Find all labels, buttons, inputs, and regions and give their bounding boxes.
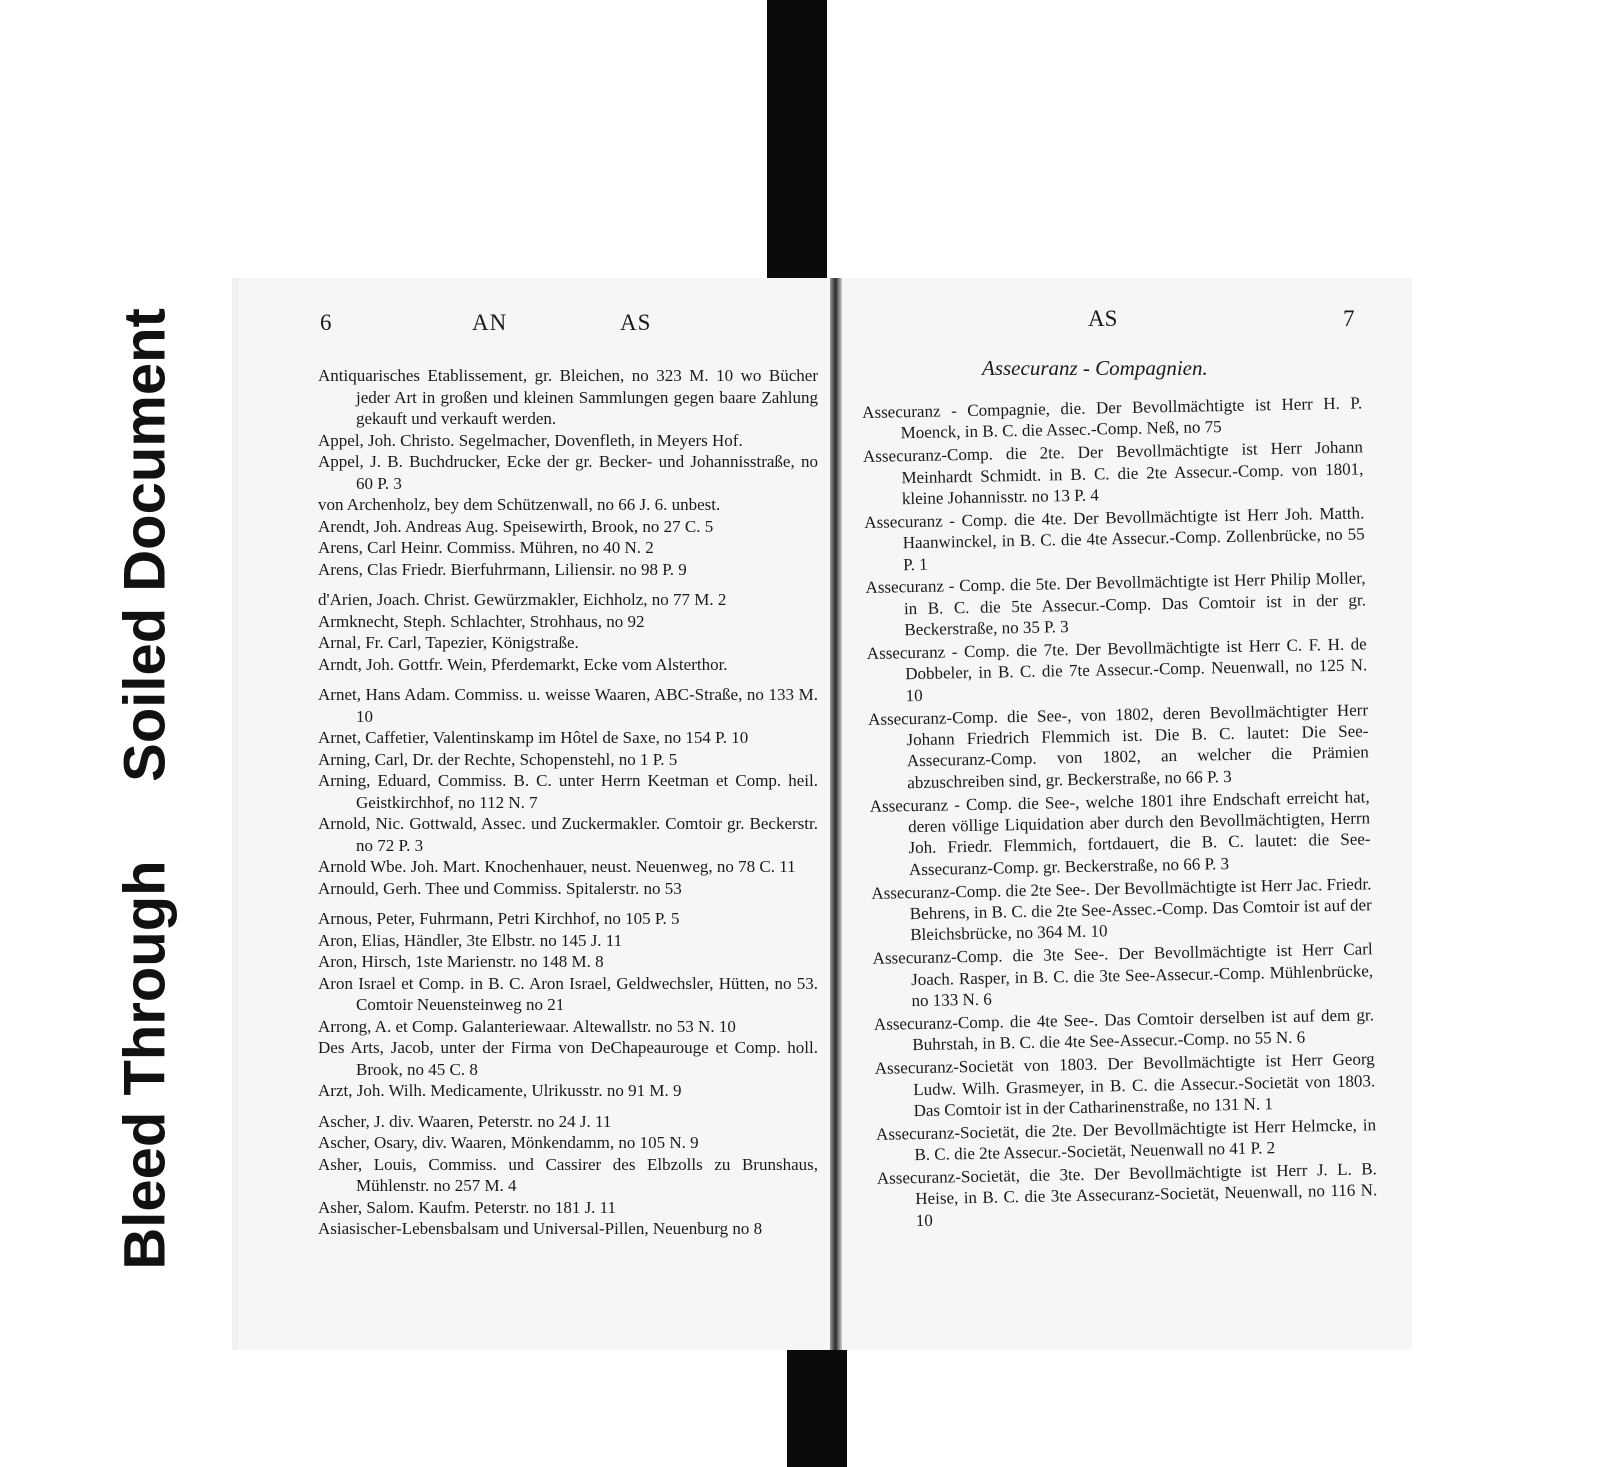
left-header-an: AN [472,310,508,335]
right-header-as: AS [1088,306,1118,331]
section-title: Assecuranz - Compagnien. [982,356,1208,380]
directory-entry: Assecuranz - Compagnie, die. Der Bevollmächtigte ist Herr H. P. Moenck, in B. C. die Assec.-Comp. Neß, no 75 [862,393,1363,443]
directory-entry: Arnould, Gerh. Thee und Commiss. Spitalerstr. no 53 [318,878,682,898]
directory-entry: Ascher, Osary, div. Waaren, Mönkendamm, no 105 N. 9 [318,1133,699,1152]
directory-entry: Assecuranz-Comp. die See-, von 1802, deren Bevollmächtigter Herr Johann Friedrich Flemmich ist. Die B. C. lautet: Die See-Assecuranz-Comp. von 1802, an welcher die Prämien abzuschreiben sind, gr. Beckerstraße, no 66 P. 3 [867,699,1370,793]
left-entry-list [318,365,818,1240]
directory-entry: Assecuranz-Comp. die 2te See-. Der Bevollmächtigte ist Herr Jac. Friedr. Behrens, in B. C. die 2te See-Assec.-Comp. Das Comtoir ist auf der Bleichsbrücke, no 364 M. 10 [871,873,1372,945]
directory-entry: Assecuranz - Comp. die 5te. Der Bevollmächtigte ist Herr Philip Moller, in B. C. die 5te Assecur.-Comp. Das Comtoir ist in der gr. Beckerstraße, no 35 P. 3 [865,568,1367,640]
directory-entry: Aron, Hirsch, 1ste Marienstr. no 148 M. 8 [318,952,604,971]
directory-entry: Arnold Wbe. Joh. Mart. Knochenhauer, neust. Neuenweg, no 78 C. 11 [318,857,796,876]
directory-entry: Asher, Salom. Kaufm. Peterstr. no 181 J. 11 [318,1197,617,1217]
stamp-label-soiled-document: Soiled Document [112,308,178,782]
directory-entry: Arens, Carl Heinr. Commiss. Mühren, no 40 N. 2 [318,538,654,557]
left-page-number: 6 [320,310,332,335]
book-gutter [830,278,842,1350]
directory-entry: Arendt, Joh. Andreas Aug. Speisewirth, Brook, no 27 C. 5 [318,516,714,536]
directory-entry: Assecuranz-Societät, die 2te. Der Bevollmächtigte ist Herr Helmcke, in B. C. die 2te Assecur.-Societät, Neuenwall no 41 P. 2 [875,1114,1377,1165]
scan-clip-top [767,0,827,283]
directory-entry: Arrong, A. et Comp. Galanteriewaar. Altewallstr. no 53 N. 10 [318,1016,736,1036]
right-entry-list [862,392,1378,1233]
directory-entry: Antiquarisches Etablissement, gr. Bleichen, no 323 M. 10 wo Bücher jeder Art in großen und kleinen Sammlungen gegen baare Zahlung gekauft und verkauft werden. [318,366,818,428]
directory-entry: Assecuranz-Societät, die 3te. Der Bevollmächtigte ist Herr J. L. B. Heise, in B. C. die 3te Assecuranz-Societät, Neuenwall, no 116 N. 10 [876,1159,1378,1230]
directory-entry: Arnous, Peter, Fuhrmann, Petri Kirchhof, no 105 P. 5 [318,909,680,928]
directory-entry: Assecuranz-Comp. die 4te See-. Das Comtoir derselben ist auf dem gr. Buhrstah, in B. C. die 4te See-Assecur.-Comp. no 55 N. 6 [873,1005,1375,1055]
directory-entry: Arnold, Nic. Gottwald, Assec. und Zuckermakler. Comtoir gr. Beckerstr. no 72 P. 3 [318,814,818,855]
stamp-label-bleed-through: Bleed Through [112,860,178,1270]
directory-entry: Arzt, Joh. Wilh. Medicamente, Ulrikusstr. no 91 M. 9 [318,1081,682,1100]
directory-entry: Arnet, Hans Adam. Commiss. u. weisse Waaren, ABC-Straße, no 133 M. 10 [318,685,818,726]
left-header-as: AS [620,310,652,335]
right-page-number: 7 [1343,306,1355,331]
scan-clip-bottom [787,1345,847,1467]
directory-entry: d'Arien, Joach. Christ. Gewürzmakler, Eichholz, no 77 M. 2 [318,590,727,609]
directory-entry: Assecuranz-Comp. die 2te. Der Bevollmächtigte ist Herr Johann Meinhardt Schmidt. in B. C. die 2te Assecur.-Comp. von 1801, kleine Johannisstr. no 13 P. 4 [862,437,1364,509]
directory-entry: Aron, Elias, Händler, 3te Elbstr. no 145 J. 11 [318,930,623,950]
directory-entry: Arens, Clas Friedr. Bierfuhrmann, Liliensir. no 98 P. 9 [318,559,687,579]
directory-entry: Appel, Joh. Christo. Segelmacher, Dovenfleth, in Meyers Hof. [318,430,743,450]
directory-entry: Appel, J. B. Buchdrucker, Ecke der gr. Becker- und Johannisstraße, no 60 P. 3 [318,452,818,493]
directory-entry: Ascher, J. div. Waaren, Peterstr. no 24 J. 11 [318,1111,612,1131]
directory-entry: Arnet, Caffetier, Valentinskamp im Hôtel de Saxe, no 154 P. 10 [318,728,749,747]
directory-entry: Assecuranz - Comp. die See-, welche 1801 ihre Endschaft erreicht hat, deren völlige Liquidation aber durch den Bevollmächtigten, Herrn Joh. Friedr. Flemmich, fortdauert, die B. C. lautet: die See-Assecuranz-Comp. gr. Beckerstraße, no 66 P. 3 [869,786,1371,880]
directory-entry: Assecuranz - Comp. die 4te. Der Bevollmächtigte ist Herr Joh. Matth. Haanwinckel, in B. C. die 4te Assecur.-Comp. Zollenbrücke, no 55 P. 1 [864,503,1365,574]
directory-entry: Assecuranz-Societät von 1803. Der Bevollmächtigte ist Herr Georg Ludw. Wilh. Grasmeyer, in B. C. die Assecur.-Societät von 1803. Das Comtoir ist in der Catharinenstraße, no 131 N. 1 [874,1049,1376,1121]
directory-entry: Arning, Carl, Dr. der Rechte, Schopenstehl, no 1 P. 5 [318,749,678,769]
directory-entry: Asiasischer-Lebensbalsam und Universal-Pillen, Neuenburg no 8 [318,1219,763,1238]
directory-entry: Arning, Eduard, Commiss. B. C. unter Herrn Keetman et Comp. heil. Geistkirchhof, no 112 N. 7 [318,771,818,812]
directory-entry: von Archenholz, bey dem Schützenwall, no 66 J. 6. unbest. [318,495,721,514]
directory-entry: Des Arts, Jacob, unter der Firma von DeChapeaurouge et Comp. holl. Brook, no 45 C. 8 [318,1038,818,1079]
directory-entry: Arndt, Joh. Gottfr. Wein, Pferdemarkt, Ecke vom Alsterthor. [318,654,728,674]
directory-entry: Aron Israel et Comp. in B. C. Aron Israel, Geldwechsler, Hütten, no 53. Comtoir Neuensteinweg no 21 [318,973,818,1014]
directory-entry: Armknecht, Steph. Schlachter, Strohhaus, no 92 [318,611,645,631]
directory-entry: Assecuranz - Comp. die 7te. Der Bevollmächtigte ist Herr C. F. H. de Dobbeler, in B. C. die 7te Assecur.-Comp. Neuenwall, no 125 N. 10 [866,634,1368,706]
directory-entry: Asher, Louis, Commiss. und Cassirer des Elbzolls zu Brunshaus, Mühlenstr. no 257 M. 4 [318,1154,818,1195]
directory-entry: Arnal, Fr. Carl, Tapezier, Königstraße. [318,633,579,652]
directory-entry: Assecuranz-Comp. die 3te See-. Der Bevollmächtigte ist Herr Carl Joach. Rasper, in B. C. die 3te See-Assecur.-Comp. Mühlenbrücke, no 133 N. 6 [872,939,1374,1011]
